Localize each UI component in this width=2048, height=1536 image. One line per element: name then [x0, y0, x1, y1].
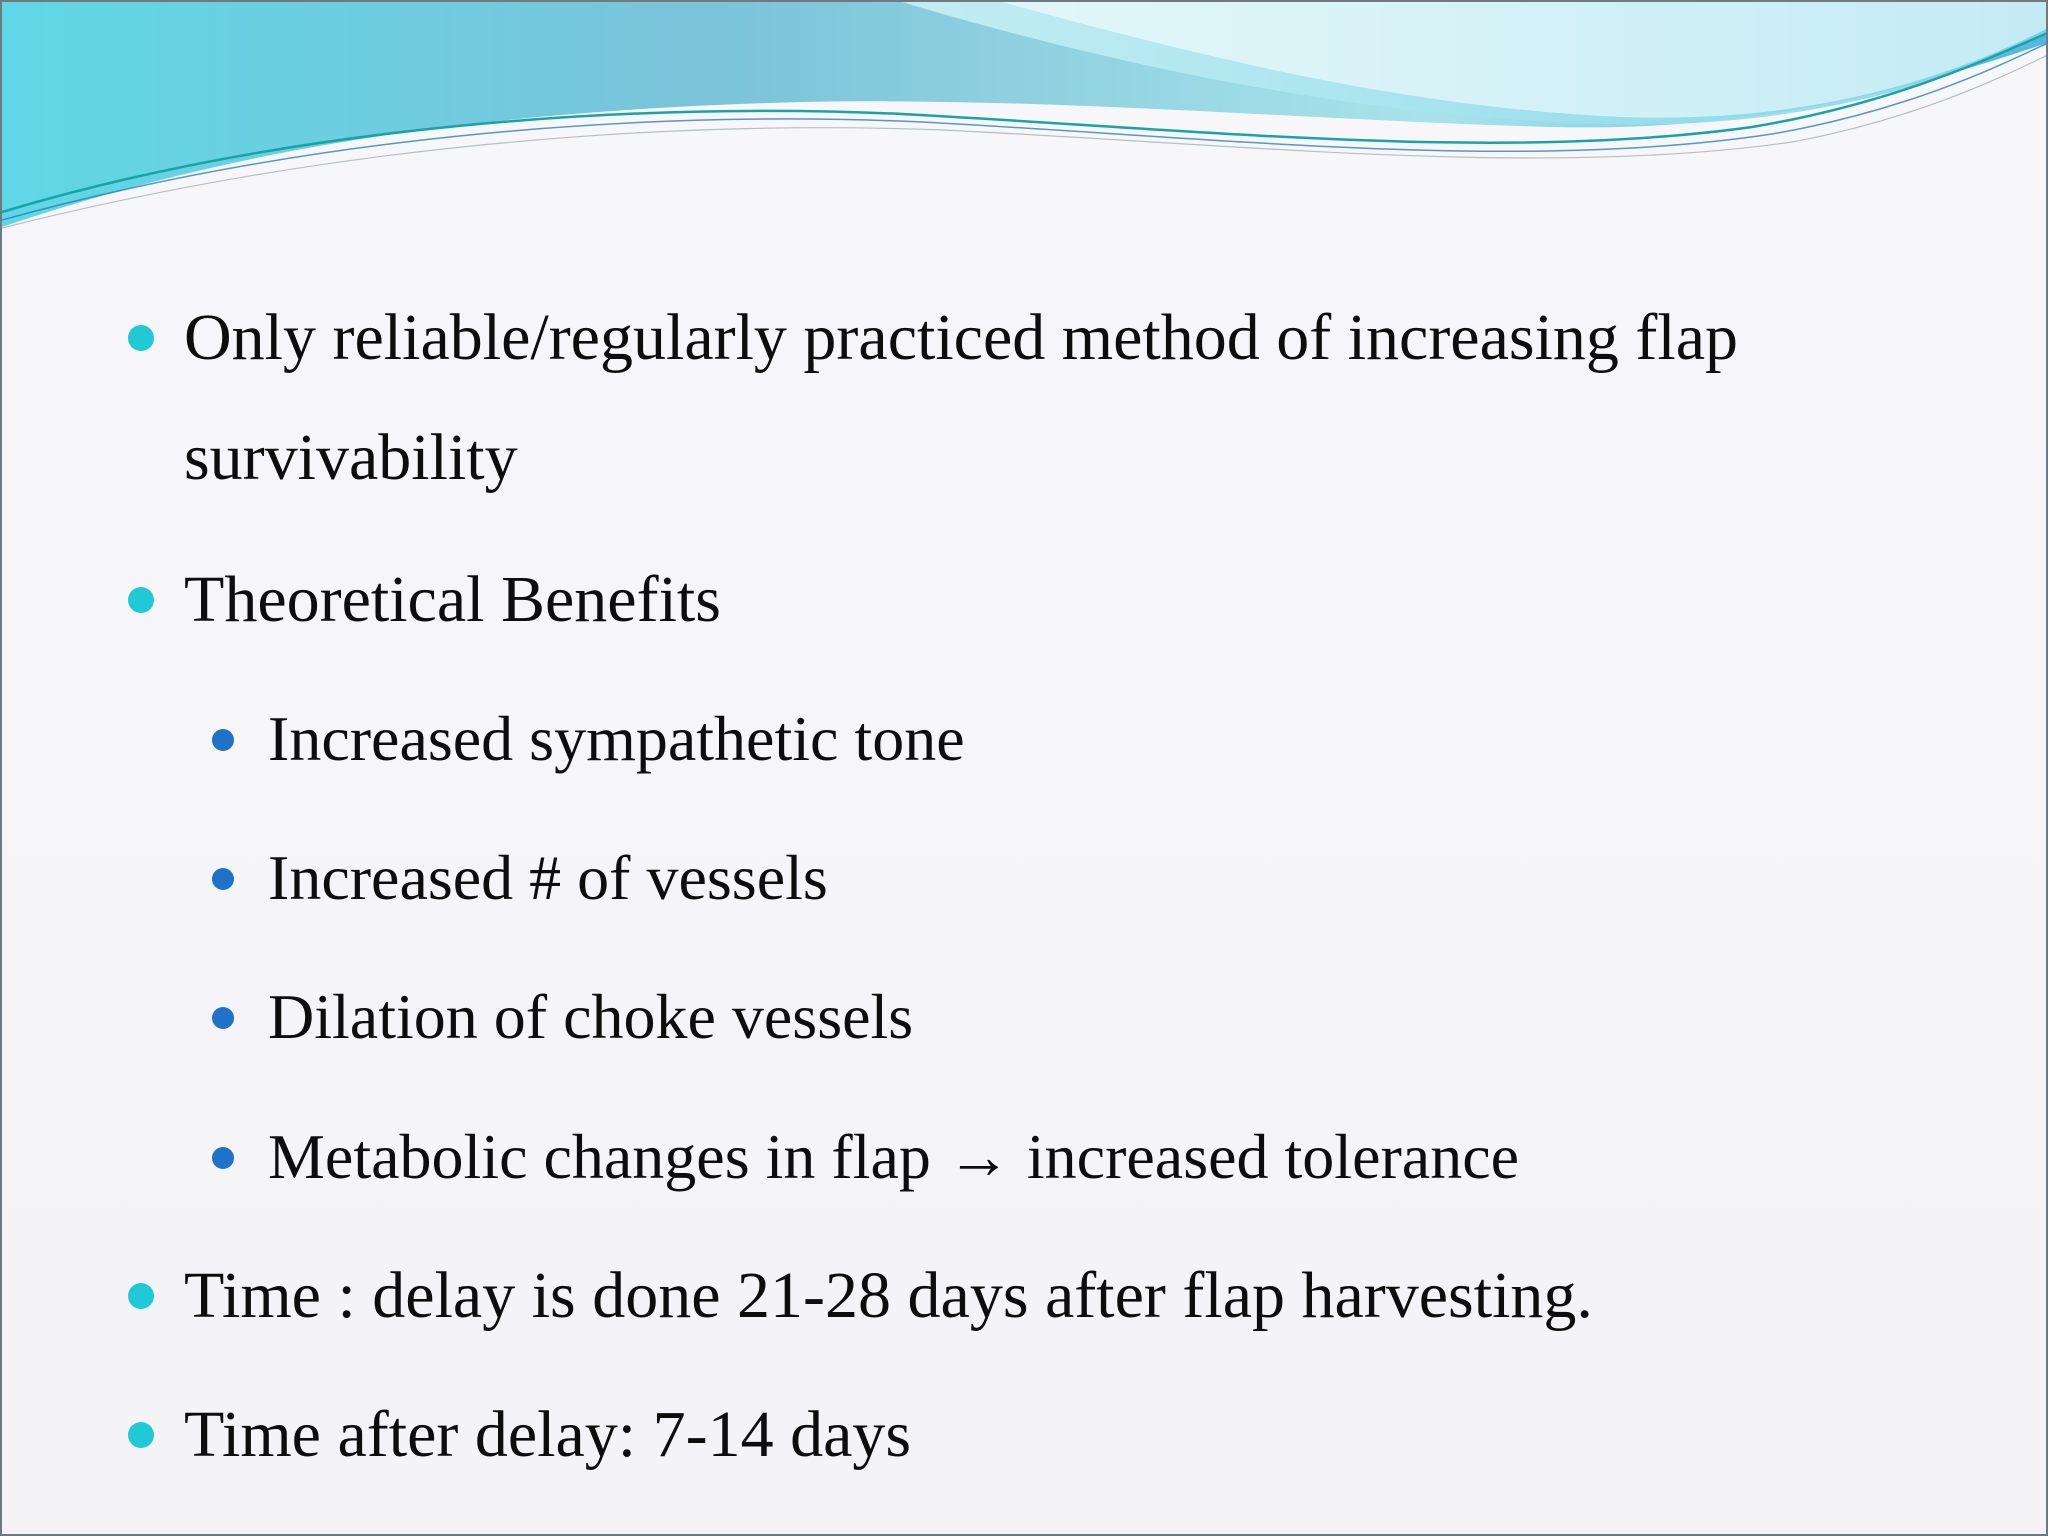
bullet-dot-icon	[128, 1422, 154, 1448]
bullet-text: Theoretical Benefits	[184, 563, 721, 636]
sub-bullet-dot-icon	[212, 1147, 234, 1169]
sub-bullet-item	[212, 818, 828, 938]
sub-bullet-text: Increased sympathetic tone	[268, 703, 965, 774]
sub-bullet-text: Dilation of choke vessels	[268, 981, 914, 1052]
bullet-dot-icon	[128, 1283, 154, 1309]
bullet-item	[128, 278, 2004, 518]
bullet-text: Time after delay: 7-14 days	[184, 1398, 912, 1471]
bullet-text: Time : delay is done 21-28 days after flap harvesting.	[184, 1259, 1593, 1332]
sub-bullet-item	[212, 679, 965, 799]
sub-bullet-dot-icon	[212, 868, 234, 890]
sub-bullet-dot-icon	[212, 1007, 234, 1029]
bullet-text: Only reliable/regularly practiced method of increasing flap survivability	[184, 301, 1739, 494]
bullet-dot-icon	[128, 587, 154, 613]
bullet-item	[128, 1375, 911, 1495]
sub-bullet-text: Increased # of vessels	[268, 842, 828, 913]
bullet-item	[128, 540, 721, 660]
sub-bullet-text: Metabolic changes in flap → increased tolerance	[268, 1121, 1519, 1192]
bullet-dot-icon	[128, 325, 154, 351]
sub-bullet-item	[212, 1097, 1519, 1217]
slide-content	[2, 2, 2048, 1536]
bullet-item	[128, 1236, 1593, 1356]
sub-bullet-item	[212, 957, 913, 1077]
sub-bullet-dot-icon	[212, 729, 234, 751]
